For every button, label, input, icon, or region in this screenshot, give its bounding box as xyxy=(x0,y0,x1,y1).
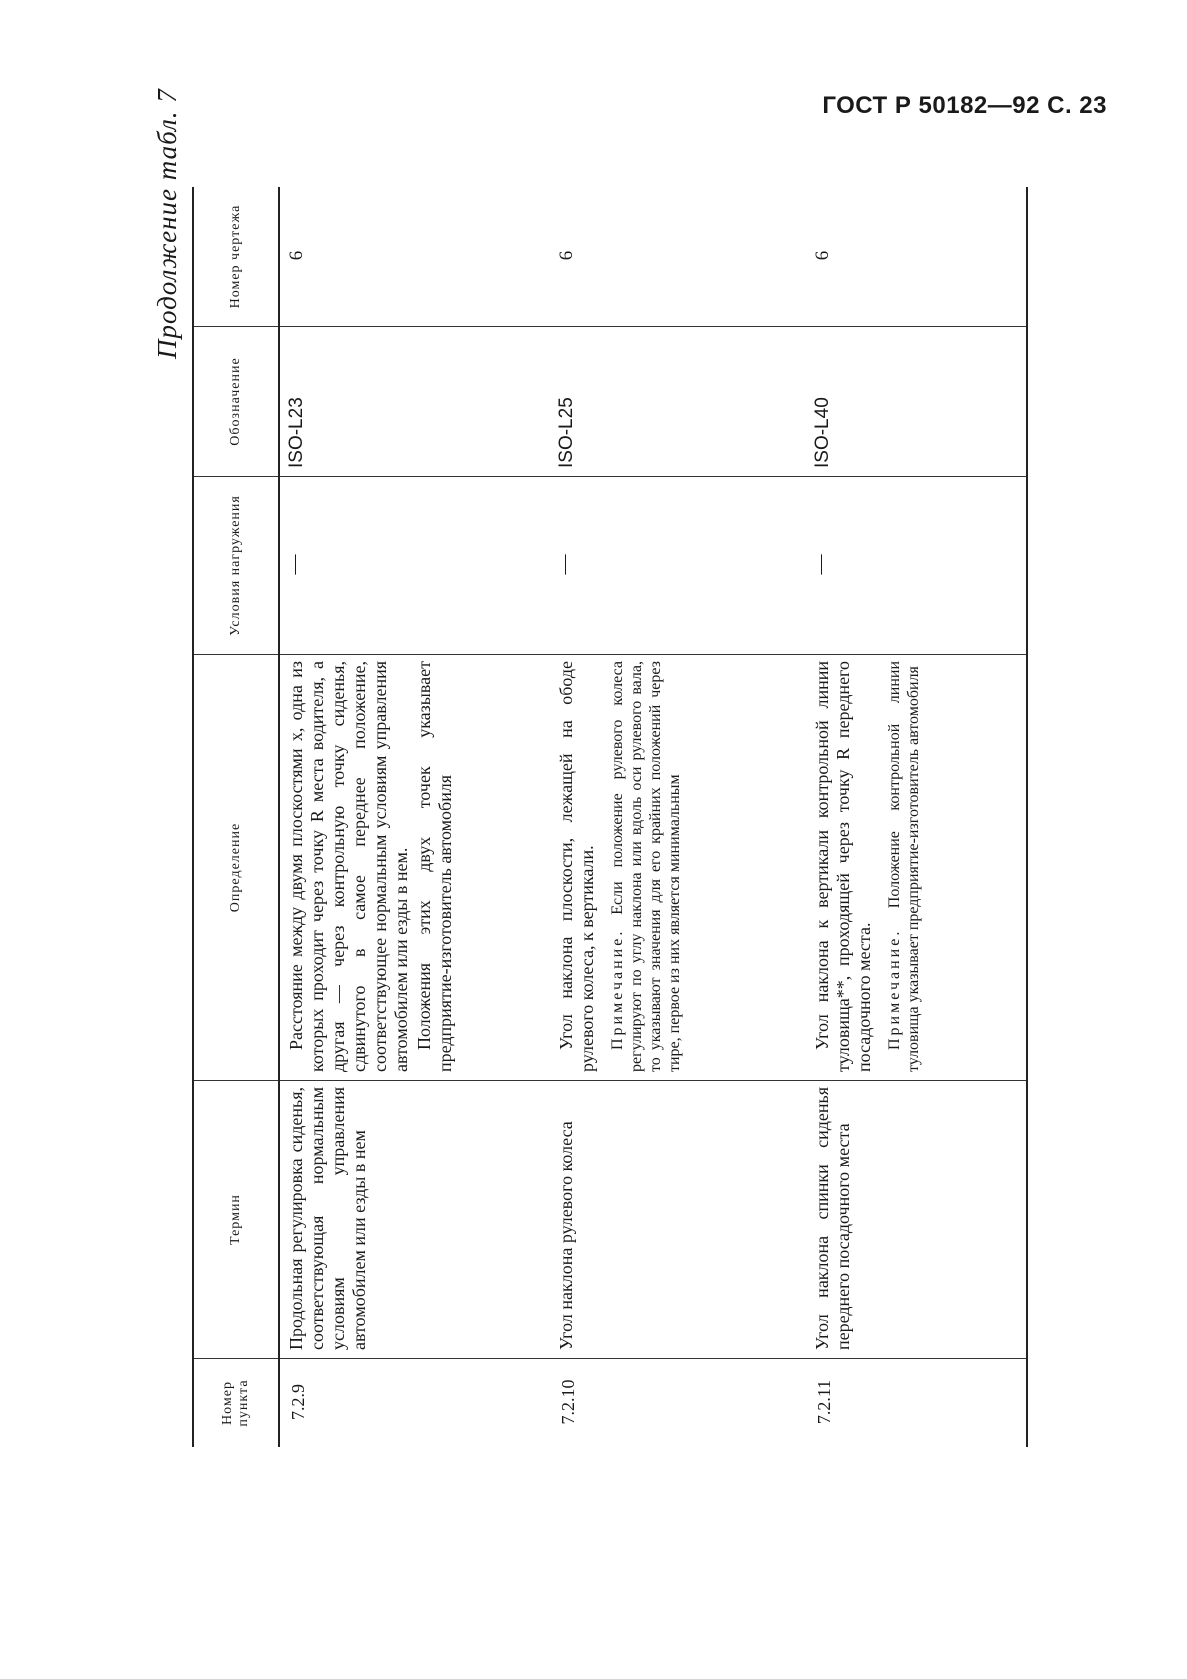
terms-table xyxy=(192,187,1028,1447)
note-label: Примечание. xyxy=(886,928,903,1050)
definition-text-2: Положения этих двух точек указывает предприятие-изготовитель автомобиля xyxy=(414,661,455,1072)
note-text: Если положение рулевого колеса регулируют по углу наклона или вдоль оси рулевого вала, то указывают значения для его крайних положений через тире, первое из них является минимальным xyxy=(609,661,683,1072)
definition-text: Расстояние между двумя плоскостями x, одна из которых проходит через точку R места водителя, а другая — через контрольную точку сиденья, сдвинутого в самое переднее положение, соответствующее нормальным условиям управления автомобилем или езды в нем. xyxy=(286,661,411,1072)
row-load: — xyxy=(550,477,806,655)
row-definition xyxy=(806,655,1026,1081)
definition-note xyxy=(608,661,684,1072)
header-definition: Определение xyxy=(194,655,278,1081)
row-term: Угол наклона рулевого колеса xyxy=(550,1081,806,1359)
definition-note xyxy=(885,661,923,1072)
definition-text: Угол наклона к вертикали контрольной линии туловища**, проходящей через точку R переднего посадочного места. xyxy=(812,661,874,1072)
note-text: Положение контрольной линии туловища указывает предприятие-изготовитель автомобиля xyxy=(886,660,922,1072)
row-load: — xyxy=(280,477,550,655)
header-drawing: Номер чертежа xyxy=(194,187,278,327)
row-term: Угол наклона спинки сиденья переднего посадочного места xyxy=(806,1081,1026,1359)
header-designation: Обозначение xyxy=(194,327,278,477)
row-num: 7.2.10 xyxy=(558,1379,578,1425)
row-designation: ISO-L40 xyxy=(806,327,1026,477)
row-num: 7.2.9 xyxy=(288,1384,308,1420)
table-row xyxy=(550,187,806,1447)
row-designation: ISO-L23 xyxy=(280,327,550,477)
header-term: Термин xyxy=(194,1081,278,1359)
row-drawing: 6 xyxy=(806,187,1026,327)
table-continuation-title: Продолжение табл. 7 xyxy=(152,88,182,359)
header-load: Условия нагружения xyxy=(194,477,278,655)
page-header: ГОСТ Р 50182—92 С. 23 xyxy=(822,92,1107,119)
table-row xyxy=(806,187,1026,1447)
table-header-row xyxy=(194,187,280,1447)
row-drawing: 6 xyxy=(550,187,806,327)
row-drawing: 6 xyxy=(280,187,550,327)
table-row xyxy=(280,187,550,1447)
note-label: Примечание. xyxy=(609,928,626,1050)
row-definition xyxy=(280,655,550,1081)
row-definition xyxy=(550,655,806,1081)
definition-text: Угол наклона плоскости, лежащей на ободе рулевого колеса, к вертикали. xyxy=(556,661,597,1072)
row-num: 7.2.11 xyxy=(814,1379,834,1425)
header-num: Номер пункта xyxy=(219,1379,251,1427)
row-load: — xyxy=(806,477,1026,655)
row-designation: ISO-L25 xyxy=(550,327,806,477)
row-term: Продольная регулировка сиденья, соответствующая нормальным условиям управления автомобилем или езды в нем xyxy=(280,1081,550,1359)
